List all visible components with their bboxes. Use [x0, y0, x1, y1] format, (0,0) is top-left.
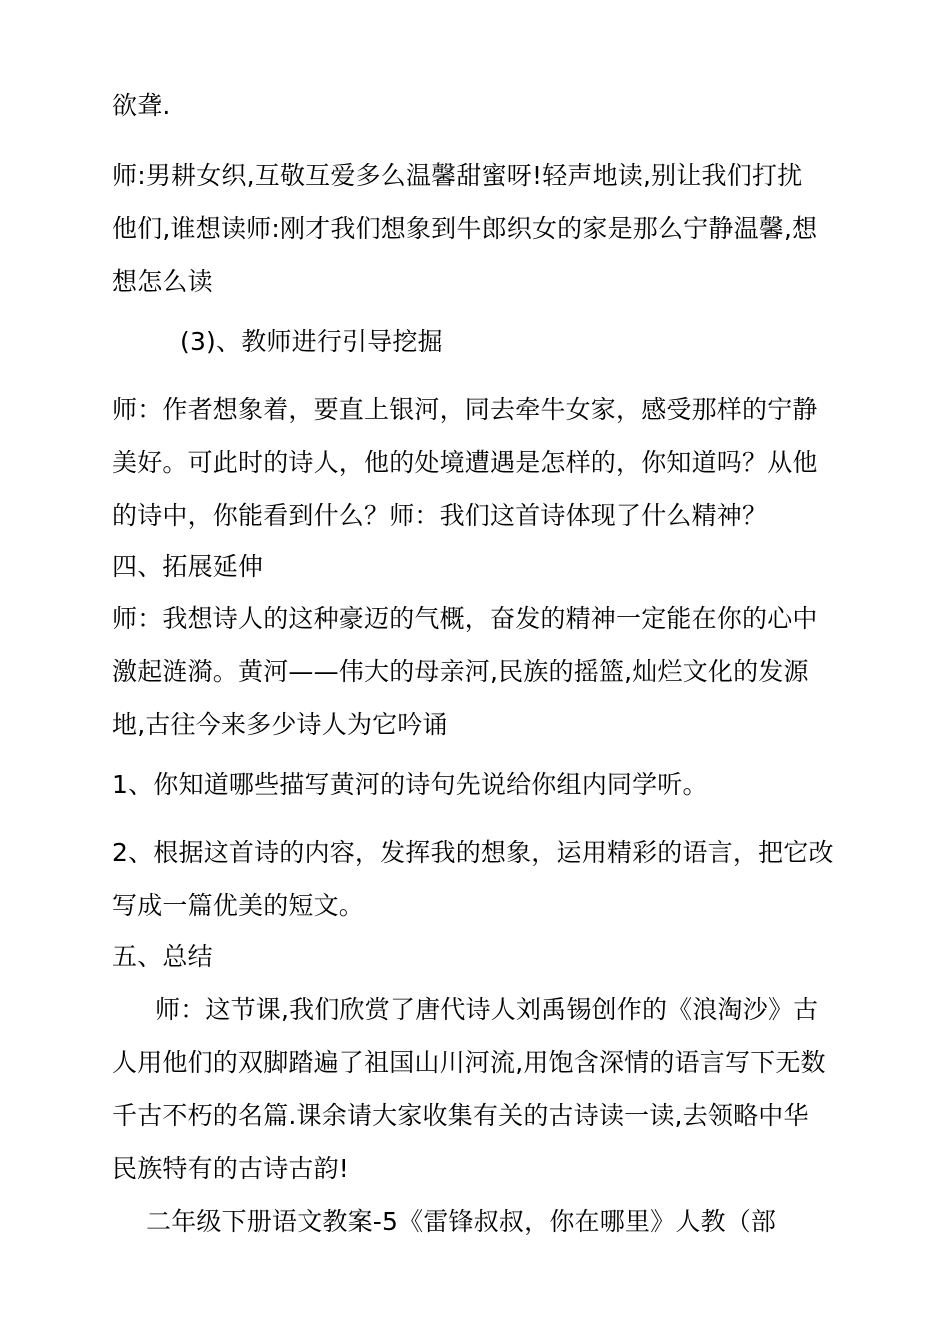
text-line-8: 的诗中，你能看到什么？师：我们这首诗体现了什么精神？ [112, 501, 768, 530]
text-line-12: 地,古往今来多少诗人为它吟诵 [112, 710, 448, 739]
text-line-10: 师：我想诗人的这种豪迈的气概，奋发的精神一定能在你的心中 [112, 604, 818, 633]
text-line-18: 人用他们的双脚踏遍了祖国山川河流,用饱含深情的语言写下无数 [112, 1048, 826, 1077]
list-item-2: 2、根据这首诗的内容，发挥我的想象，运用精彩的语言，把它改 [112, 838, 834, 867]
text-line-11: 激起涟漪。黄河——伟大的母亲河,民族的摇篮,灿烂文化的发源 [112, 657, 809, 686]
list-item-2-continued: 写成一篇优美的短文。 [112, 891, 365, 920]
document-title-line: 二年级下册语文教案-5《雷锋叔叔，你在哪里》人教（部 [146, 1207, 777, 1236]
text-line-17: 师：这节课,我们欣赏了唐代诗人刘禹锡创作的《浪淘沙》古 [155, 995, 819, 1024]
section-heading-four: 四、拓展延伸 [112, 552, 264, 581]
text-line-2: 师:男耕女织,互敬互爱多么温馨甜蜜呀!轻声地读,别让我们打扰 [112, 161, 803, 190]
text-line-3: 他们,谁想读师:刚才我们想象到牛郎织女的家是那么宁静温馨,想 [112, 214, 818, 243]
text-line-1: 欲聋. [112, 91, 171, 120]
text-line-7: 美好。可此时的诗人，他的处境遭遇是怎样的，你知道吗？从他 [112, 448, 818, 477]
list-item-1: 1、你知道哪些描写黄河的诗句先说给你组内同学听。 [112, 770, 708, 799]
text-line-19: 千古不朽的名篇.课余请大家收集有关的古诗读一读,去领略中华 [112, 1101, 809, 1130]
text-line-20: 民族特有的古诗古韵! [112, 1154, 350, 1183]
section-heading-step-3: (3)、教师进行引导挖掘 [180, 327, 443, 356]
text-line-4: 想怎么读 [112, 267, 213, 296]
section-heading-five: 五、总结 [112, 942, 213, 971]
text-line-6: 师：作者想象着，要直上银河，同去牵牛女家，感受那样的宁静 [112, 395, 818, 424]
